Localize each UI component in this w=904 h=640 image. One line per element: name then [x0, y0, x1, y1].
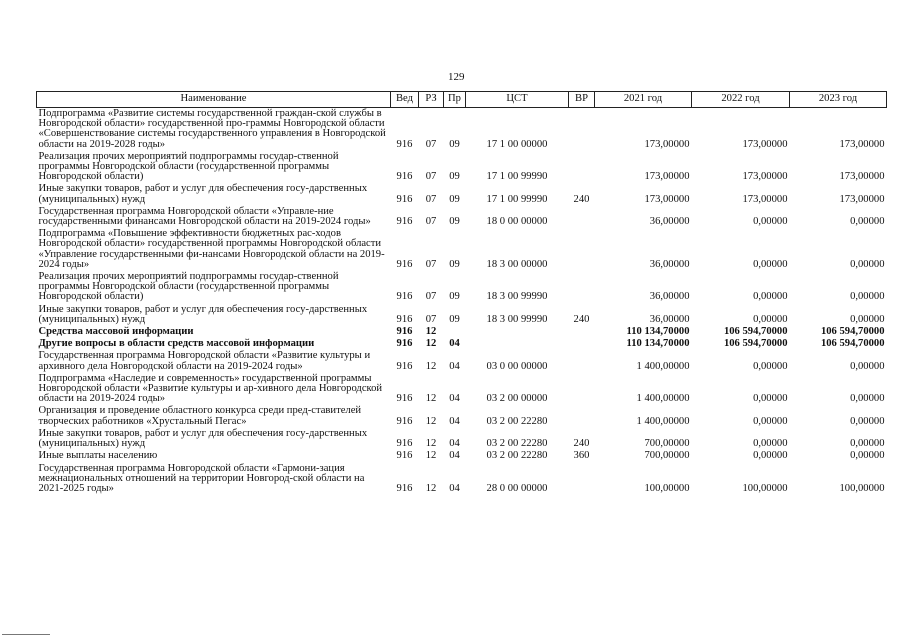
- cell-vr: [569, 405, 595, 427]
- table-row: [37, 228, 887, 271]
- cell-cst: 18 3 00 00000: [486, 258, 548, 270]
- cell-pr: 09: [449, 313, 460, 325]
- cell-vr: 240: [573, 438, 590, 450]
- cell-2023: 106 594,70000: [820, 326, 885, 338]
- cell-rz: 12: [425, 450, 437, 462]
- cell-pr: 04: [449, 360, 460, 372]
- cell-2022: 173,00000: [742, 171, 788, 183]
- table-row: [37, 338, 887, 350]
- table-row: [37, 405, 887, 427]
- budget-table-container: [36, 91, 886, 495]
- cell-name: Подпрограмма «Наследие и современность» государственной программы Новгородской области «Развитие культуры и ар-хивного дела Новгородской области на 2019-2024 годы»: [38, 372, 383, 405]
- cell-pr: 04: [449, 482, 460, 494]
- cell-2023: 0,00000: [850, 360, 885, 372]
- header-pr: Пр: [444, 92, 466, 108]
- cell-ved: 916: [396, 171, 413, 183]
- header-cst: ЦСТ: [466, 92, 569, 108]
- cell-rz: 07: [425, 138, 437, 150]
- cell-2023: 0,00000: [850, 258, 885, 270]
- cell-vr: [569, 373, 595, 406]
- cell-pr: 04: [449, 415, 460, 427]
- cell-2021: 36,00000: [649, 291, 690, 303]
- table-row: [37, 326, 887, 338]
- cell-ved: 916: [396, 326, 413, 338]
- cell-2021: 36,00000: [649, 258, 690, 270]
- cell-2022: 0,00000: [753, 216, 788, 228]
- cell-2021: 100,00000: [644, 482, 690, 494]
- cell-cst: 03 2 00 00000: [486, 393, 548, 405]
- cell-2022: 0,00000: [753, 415, 788, 427]
- cell-ved: 916: [396, 438, 413, 450]
- cell-2023: 106 594,70000: [820, 338, 885, 350]
- cell-2021: 700,00000: [644, 438, 690, 450]
- cell-2022: 100,00000: [742, 482, 788, 494]
- cell-cst: 17 1 00 00000: [486, 138, 548, 150]
- table-row: [37, 108, 887, 151]
- cell-name: Государственная программа Новгородской области «Управле-ние государственными финансами Новгородской области на 2019-2024 годы»: [38, 205, 371, 228]
- cell-ved: 916: [396, 313, 413, 325]
- cell-2022: 0,00000: [753, 360, 788, 372]
- cell-ved: 916: [396, 415, 413, 427]
- cell-cst: 03 0 00 00000: [486, 360, 548, 372]
- cell-2023: 0,00000: [850, 291, 885, 303]
- cell-vr: 240: [573, 193, 590, 205]
- footer-divider: [2, 634, 50, 635]
- cell-rz: 07: [425, 171, 437, 183]
- cell-2023: 173,00000: [839, 138, 885, 150]
- cell-2021: 700,00000: [644, 450, 690, 462]
- header-vr: ВР: [569, 92, 595, 108]
- cell-2022: 0,00000: [753, 450, 788, 462]
- cell-cst: 18 0 00 00000: [486, 216, 548, 228]
- cell-2022: 173,00000: [742, 193, 788, 205]
- cell-vr: [569, 326, 595, 338]
- cell-name: Иные закупки товаров, работ и услуг для обеспечения госу-дарственных (муниципальных) нужд: [38, 303, 368, 325]
- cell-vr: [569, 463, 595, 496]
- cell-rz: 12: [425, 360, 437, 372]
- cell-cst: 18 3 00 99990: [486, 291, 548, 303]
- cell-2021: 1 400,00000: [636, 393, 690, 405]
- cell-2021: 173,00000: [644, 138, 690, 150]
- header-2023: 2023 год: [790, 92, 887, 108]
- cell-ved: 916: [396, 216, 413, 228]
- cell-rz: 12: [425, 393, 437, 405]
- cell-name: Организация и проведение областного конкурса среди пред-ставителей творческих работников «Хрустальный Пегас»: [38, 405, 362, 427]
- cell-cst: [466, 338, 569, 350]
- cell-2021: 1 400,00000: [636, 415, 690, 427]
- cell-cst: 17 1 00 99990: [486, 171, 548, 183]
- cell-pr: 09: [449, 258, 460, 270]
- budget-table: [36, 91, 887, 495]
- cell-2021: 110 134,70000: [626, 326, 690, 338]
- cell-2021: 1 400,00000: [636, 360, 690, 372]
- header-name: Наименование: [37, 92, 391, 108]
- cell-ved: 916: [396, 360, 413, 372]
- cell-name: Средства массовой информации: [38, 326, 194, 338]
- table-row: [37, 304, 887, 326]
- cell-2023: 0,00000: [850, 313, 885, 325]
- cell-rz: 07: [425, 216, 437, 228]
- cell-pr: 04: [449, 338, 460, 350]
- cell-name: Подпрограмма «Развитие системы государственной граждан-ской службы в Новгородской области» государственной про-граммы Новгородской области «Совершенствование системы государственного управления в Новгородской области на 2019-2028 годы»: [38, 108, 386, 150]
- cell-2022: 0,00000: [753, 313, 788, 325]
- cell-ved: 916: [396, 193, 413, 205]
- cell-vr: [569, 350, 595, 372]
- cell-name: Государственная программа Новгородской области «Гармони-зация межнациональных отношений на территории Новгород-ской области на 2021-2025 годы»: [38, 462, 365, 494]
- cell-cst: 17 1 00 99990: [486, 193, 548, 205]
- header-row: [37, 92, 887, 108]
- cell-ved: 916: [396, 258, 413, 270]
- cell-cst: 18 3 00 99990: [486, 313, 548, 325]
- cell-cst: [466, 326, 569, 338]
- cell-2022: 0,00000: [753, 393, 788, 405]
- cell-vr: [569, 206, 595, 228]
- cell-ved: 916: [396, 338, 413, 350]
- cell-2022: 0,00000: [753, 258, 788, 270]
- cell-ved: 916: [396, 450, 413, 462]
- cell-2021: 173,00000: [644, 193, 690, 205]
- cell-2022: 173,00000: [742, 138, 788, 150]
- table-row: [37, 463, 887, 496]
- cell-2023: 0,00000: [850, 393, 885, 405]
- table-body: [37, 108, 887, 496]
- cell-ved: 916: [396, 482, 413, 494]
- cell-rz: 07: [425, 291, 437, 303]
- cell-2021: 173,00000: [644, 171, 690, 183]
- header-rz: РЗ: [419, 92, 444, 108]
- cell-2021: 36,00000: [649, 216, 690, 228]
- cell-cst: 03 2 00 22280: [486, 438, 548, 450]
- cell-name: Подпрограмма «Повышение эффективности бюджетных рас-ходов Новгородской области» государственной программы Новгородской области «Управление государственными фи-нансами Новгородской области на 2019-2024 годы»: [38, 228, 385, 270]
- cell-rz: 12: [425, 415, 437, 427]
- header-ved: Вед: [391, 92, 419, 108]
- cell-pr: 09: [449, 291, 460, 303]
- cell-pr: 09: [449, 171, 460, 183]
- table-row: [37, 206, 887, 228]
- cell-pr: 09: [449, 216, 460, 228]
- table-row: [37, 373, 887, 406]
- cell-cst: 03 2 00 22280: [486, 450, 548, 462]
- cell-ved: 916: [396, 393, 413, 405]
- cell-2023: 0,00000: [850, 216, 885, 228]
- cell-rz: 07: [425, 193, 437, 205]
- cell-2022: 106 594,70000: [723, 338, 788, 350]
- table-row: [37, 350, 887, 372]
- cell-2021: 110 134,70000: [626, 338, 690, 350]
- cell-vr: [569, 271, 595, 304]
- cell-pr: 09: [449, 138, 460, 150]
- header-2021: 2021 год: [595, 92, 692, 108]
- cell-rz: 07: [425, 313, 437, 325]
- cell-name: Иные выплаты населению: [38, 450, 158, 462]
- table-row: [37, 428, 887, 450]
- cell-rz: 12: [425, 326, 437, 338]
- cell-vr: [569, 338, 595, 350]
- cell-ved: 916: [396, 138, 413, 150]
- cell-name: Иные закупки товаров, работ и услуг для обеспечения госу-дарственных (муниципальных) нужд: [38, 183, 368, 205]
- cell-2023: 173,00000: [839, 171, 885, 183]
- cell-rz: 12: [425, 438, 437, 450]
- cell-pr: [444, 326, 466, 338]
- cell-2023: 0,00000: [850, 415, 885, 427]
- cell-cst: 03 2 00 22280: [486, 415, 548, 427]
- cell-2023: 0,00000: [850, 438, 885, 450]
- cell-2021: 36,00000: [649, 313, 690, 325]
- header-2022: 2022 год: [692, 92, 790, 108]
- cell-rz: 12: [425, 338, 437, 350]
- cell-2022: 0,00000: [753, 438, 788, 450]
- cell-2022: 0,00000: [753, 291, 788, 303]
- cell-rz: 07: [425, 258, 437, 270]
- cell-2022: 106 594,70000: [723, 326, 788, 338]
- cell-vr: 360: [573, 450, 590, 462]
- cell-pr: 09: [449, 193, 460, 205]
- cell-2023: 0,00000: [850, 450, 885, 462]
- cell-vr: 240: [573, 313, 590, 325]
- table-row: [37, 450, 887, 462]
- cell-vr: [569, 108, 595, 151]
- cell-pr: 04: [449, 450, 460, 462]
- table-row: [37, 183, 887, 205]
- page-number: 129: [448, 71, 465, 83]
- cell-ved: 916: [396, 291, 413, 303]
- cell-cst: 28 0 00 00000: [486, 482, 548, 494]
- cell-vr: [569, 151, 595, 184]
- cell-pr: 04: [449, 393, 460, 405]
- cell-pr: 04: [449, 438, 460, 450]
- cell-name: Реализация прочих мероприятий подпрограммы государ-ственной программы Новгородской области (государственной программы Новгородской области): [38, 271, 339, 303]
- cell-vr: [569, 228, 595, 271]
- cell-name: Государственная программа Новгородской области «Развитие культуры и архивного дела Новгородской области на 2019-2024 годы»: [38, 350, 371, 372]
- cell-2023: 173,00000: [839, 193, 885, 205]
- cell-2023: 100,00000: [839, 482, 885, 494]
- cell-name: Иные закупки товаров, работ и услуг для обеспечения госу-дарственных (муниципальных) нужд: [38, 427, 368, 450]
- table-row: [37, 151, 887, 184]
- table-row: [37, 271, 887, 304]
- cell-rz: 12: [425, 482, 437, 494]
- cell-name: Реализация прочих мероприятий подпрограммы государ-ственной программы Новгородской области (государственной программы Новгородской области): [38, 150, 339, 183]
- cell-name: Другие вопросы в области средств массовой информации: [38, 338, 315, 350]
